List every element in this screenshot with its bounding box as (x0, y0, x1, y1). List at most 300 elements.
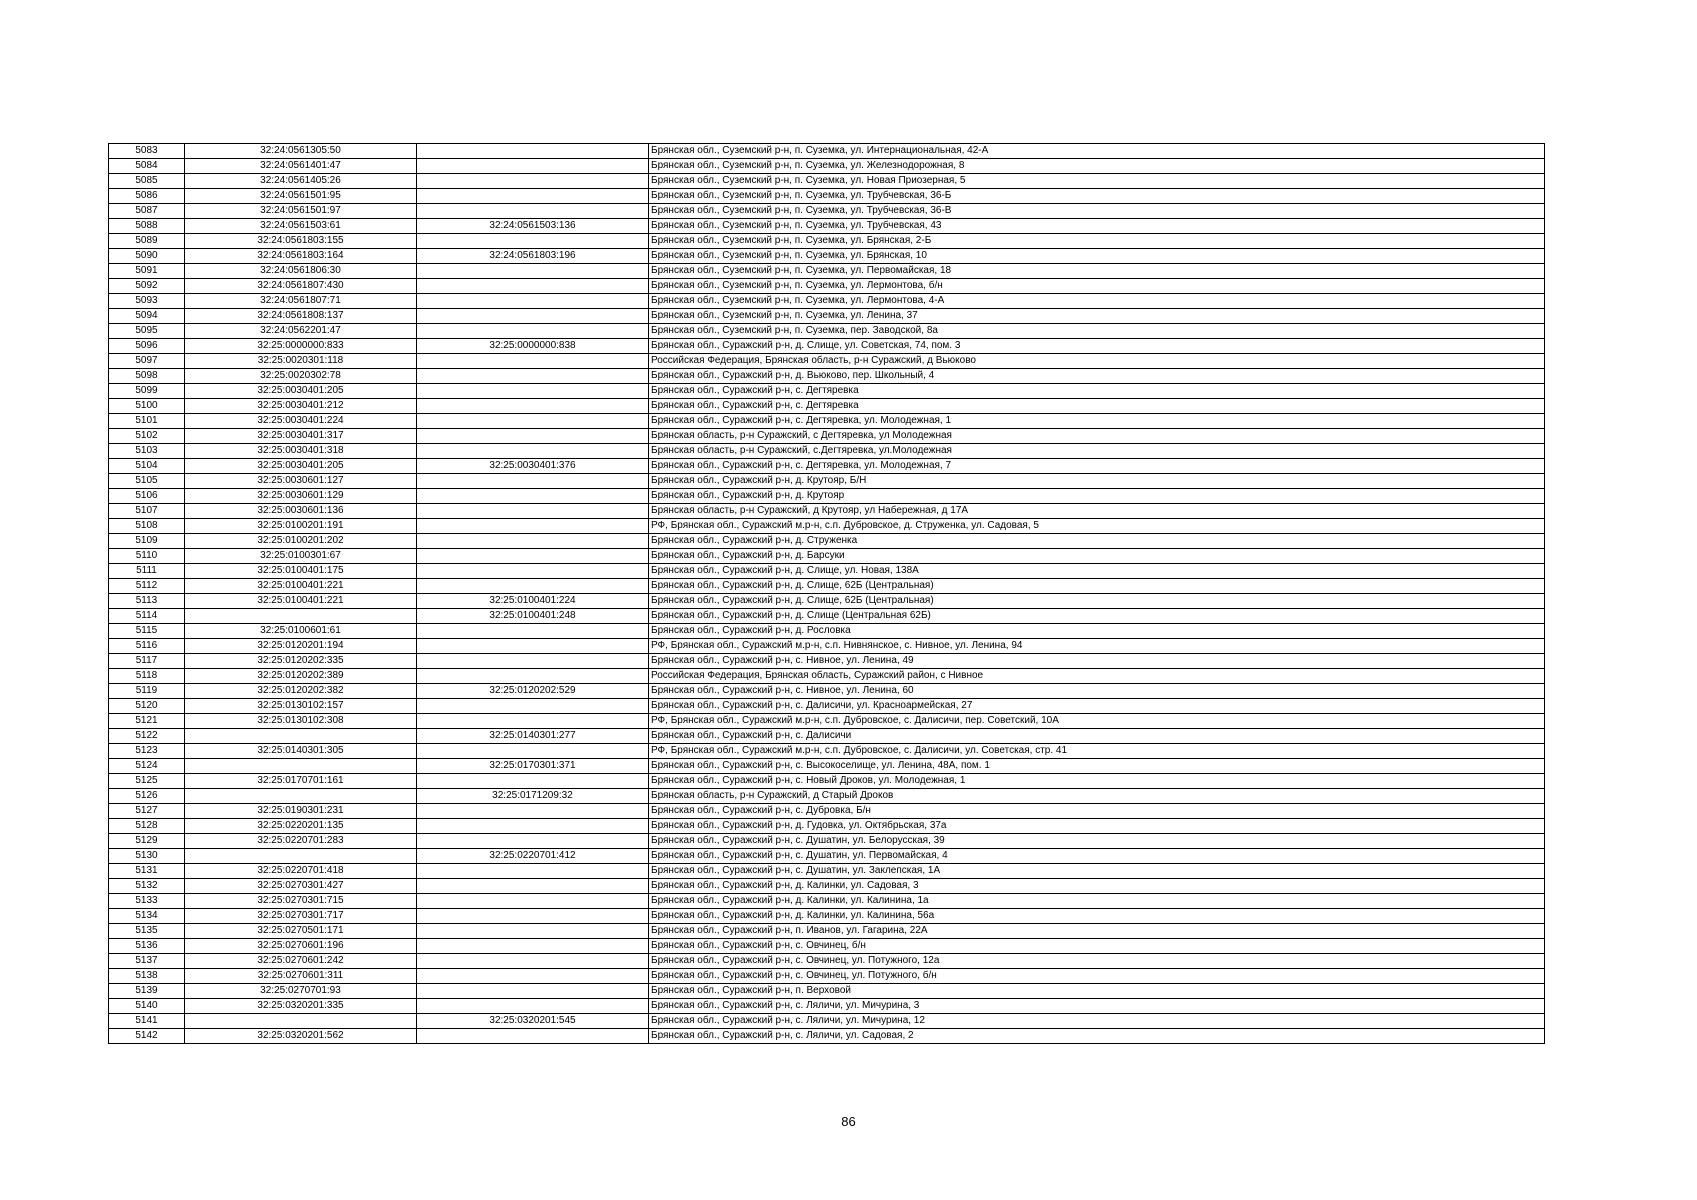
related-cadastral-number-cell: 32:25:0320201:545 (417, 1014, 649, 1029)
cadastral-number-cell: 32:25:0270601:311 (185, 969, 417, 984)
row-number-cell: 5101 (109, 414, 185, 429)
table-row (109, 819, 1545, 834)
row-number-cell: 5114 (109, 609, 185, 624)
related-cadastral-number-cell: 32:25:0030401:376 (417, 459, 649, 474)
row-number-cell: 5100 (109, 399, 185, 414)
table-row (109, 429, 1545, 444)
cadastral-number-cell: 32:25:0120201:194 (185, 639, 417, 654)
address-cell: Брянская обл., Суражский р-н, д. Калинки, ул. Калинина, 56а (649, 909, 1545, 924)
cadastral-number-cell: 32:25:0270601:242 (185, 954, 417, 969)
address-cell: Брянская обл., Суражский р-н, д. Калинки, ул. Садовая, 3 (649, 879, 1545, 894)
related-cadastral-number-cell (417, 774, 649, 789)
address-cell: Брянская обл., Суражский р-н, с. Душатин, ул. Заклепская, 1А (649, 864, 1545, 879)
row-number-cell: 5135 (109, 924, 185, 939)
related-cadastral-number-cell (417, 444, 649, 459)
table-row (109, 924, 1545, 939)
address-cell: Брянская обл., Суражский р-н, д. Барсуки (649, 549, 1545, 564)
address-cell: Брянская обл., Суражский р-н, с. Душатин, ул. Белорусская, 39 (649, 834, 1545, 849)
table-row (109, 324, 1545, 339)
table-row (109, 714, 1545, 729)
row-number-cell: 5133 (109, 894, 185, 909)
row-number-cell: 5121 (109, 714, 185, 729)
table-row (109, 894, 1545, 909)
row-number-cell: 5117 (109, 654, 185, 669)
cadastral-number-cell: 32:25:0030401:205 (185, 384, 417, 399)
table-row (109, 384, 1545, 399)
address-cell: Брянская обл., Суземский р-н, п. Суземка, ул. Новая Приозерная, 5 (649, 174, 1545, 189)
address-cell: Брянская обл., Суражский р-н, д. Струженка (649, 534, 1545, 549)
address-cell: Брянская обл., Суражский р-н, с. Далисичи (649, 729, 1545, 744)
related-cadastral-number-cell (417, 429, 649, 444)
row-number-cell: 5097 (109, 354, 185, 369)
table-row (109, 459, 1545, 474)
cadastral-number-cell (185, 789, 417, 804)
cadastral-number-cell: 32:25:0170701:161 (185, 774, 417, 789)
row-number-cell: 5131 (109, 864, 185, 879)
related-cadastral-number-cell (417, 669, 649, 684)
related-cadastral-number-cell (417, 894, 649, 909)
table-row (109, 939, 1545, 954)
address-cell: Брянская обл., Суземский р-н, п. Суземка, ул. Первомайская, 18 (649, 264, 1545, 279)
cadastral-number-cell: 32:24:0561807:71 (185, 294, 417, 309)
table-row (109, 759, 1545, 774)
table-row (109, 684, 1545, 699)
row-number-cell: 5111 (109, 564, 185, 579)
table-row (109, 594, 1545, 609)
cadastral-number-cell: 32:25:0220701:283 (185, 834, 417, 849)
cadastral-number-cell: 32:25:0020302:78 (185, 369, 417, 384)
table-row (109, 369, 1545, 384)
cadastral-number-cell: 32:25:0100401:221 (185, 594, 417, 609)
address-cell: Брянская область, р-н Суражский, с Дегтяревка, ул Молодежная (649, 429, 1545, 444)
address-cell: Брянская обл., Суражский р-н, д. Слище, 62Б (Центральная) (649, 579, 1545, 594)
row-number-cell: 5138 (109, 969, 185, 984)
table-row (109, 249, 1545, 264)
related-cadastral-number-cell: 32:25:0140301:277 (417, 729, 649, 744)
table-row (109, 789, 1545, 804)
cadastral-number-cell: 32:24:0561401:47 (185, 159, 417, 174)
address-cell: Брянская обл., Суземский р-н, п. Суземка, ул. Лермонтова, б/н (649, 279, 1545, 294)
table-row (109, 354, 1545, 369)
related-cadastral-number-cell (417, 519, 649, 534)
cadastral-number-cell: 32:25:0270301:715 (185, 894, 417, 909)
register-table (108, 143, 1545, 1044)
address-cell: Брянская область, р-н Суражский, д Старый Дроков (649, 789, 1545, 804)
address-cell: Брянская обл., Суземский р-н, п. Суземка, ул. Трубчевская, 36-В (649, 204, 1545, 219)
address-cell: РФ, Брянская обл., Суражский м.р-н, с.п. Нивнянское, с. Нивное, ул. Ленина, 94 (649, 639, 1545, 654)
cadastral-number-cell: 32:25:0130102:157 (185, 699, 417, 714)
related-cadastral-number-cell (417, 474, 649, 489)
related-cadastral-number-cell (417, 489, 649, 504)
related-cadastral-number-cell (417, 624, 649, 639)
address-cell: Брянская обл., Суражский р-н, с. Нивное, ул. Ленина, 60 (649, 684, 1545, 699)
row-number-cell: 5096 (109, 339, 185, 354)
row-number-cell: 5091 (109, 264, 185, 279)
cadastral-number-cell: 32:25:0020301:118 (185, 354, 417, 369)
table-row (109, 984, 1545, 999)
related-cadastral-number-cell (417, 909, 649, 924)
related-cadastral-number-cell (417, 384, 649, 399)
cadastral-number-cell: 32:25:0140301:305 (185, 744, 417, 759)
cadastral-number-cell: 32:24:0561501:95 (185, 189, 417, 204)
related-cadastral-number-cell (417, 939, 649, 954)
row-number-cell: 5113 (109, 594, 185, 609)
cadastral-number-cell: 32:25:0270501:171 (185, 924, 417, 939)
table-row (109, 549, 1545, 564)
related-cadastral-number-cell (417, 744, 649, 759)
row-number-cell: 5106 (109, 489, 185, 504)
cadastral-number-cell: 32:25:0320201:562 (185, 1029, 417, 1044)
row-number-cell: 5132 (109, 879, 185, 894)
address-cell: Брянская обл., Суземский р-н, п. Суземка, ул. Брянская, 10 (649, 249, 1545, 264)
cadastral-number-cell: 32:25:0030401:205 (185, 459, 417, 474)
table-row (109, 564, 1545, 579)
address-cell: Брянская обл., Суражский р-н, с. Далисичи, ул. Красноармейская, 27 (649, 699, 1545, 714)
related-cadastral-number-cell (417, 294, 649, 309)
cadastral-number-cell: 32:25:0100201:202 (185, 534, 417, 549)
address-cell: Брянская обл., Суземский р-н, п. Суземка, ул. Трубчевская, 43 (649, 219, 1545, 234)
related-cadastral-number-cell (417, 654, 649, 669)
related-cadastral-number-cell (417, 804, 649, 819)
cadastral-number-cell: 32:25:0030601:129 (185, 489, 417, 504)
cadastral-number-cell (185, 609, 417, 624)
cadastral-number-cell: 32:24:0561803:164 (185, 249, 417, 264)
related-cadastral-number-cell (417, 864, 649, 879)
address-cell: Брянская обл., Суражский р-н, с. Душатин, ул. Первомайская, 4 (649, 849, 1545, 864)
address-cell: Брянская обл., Суражский р-н, с. Дегтяревка (649, 399, 1545, 414)
cadastral-number-cell: 32:25:0030401:318 (185, 444, 417, 459)
table-row (109, 954, 1545, 969)
address-cell: Брянская обл., Суражский р-н, д. Слище, 62Б (Центральная) (649, 594, 1545, 609)
row-number-cell: 5120 (109, 699, 185, 714)
table-row (109, 774, 1545, 789)
address-cell: Брянская обл., Суражский р-н, с. Дегтяревка, ул. Молодежная, 1 (649, 414, 1545, 429)
related-cadastral-number-cell (417, 504, 649, 519)
cadastral-number-cell: 32:25:0100601:61 (185, 624, 417, 639)
address-cell: Брянская обл., Суземский р-н, п. Суземка, ул. Брянская, 2-Б (649, 234, 1545, 249)
table-row (109, 234, 1545, 249)
table-row (109, 219, 1545, 234)
related-cadastral-number-cell: 32:25:0170301:371 (417, 759, 649, 774)
related-cadastral-number-cell (417, 834, 649, 849)
row-number-cell: 5130 (109, 849, 185, 864)
address-cell: Брянская обл., Суземский р-н, п. Суземка, пер. Заводской, 8а (649, 324, 1545, 339)
cadastral-number-cell: 32:25:0030601:127 (185, 474, 417, 489)
table-row (109, 309, 1545, 324)
table-row (109, 264, 1545, 279)
address-cell: Брянская обл., Суражский р-н, с. Новый Дроков, ул. Молодежная, 1 (649, 774, 1545, 789)
related-cadastral-number-cell (417, 1029, 649, 1044)
table-row (109, 534, 1545, 549)
table-row (109, 849, 1545, 864)
cadastral-number-cell: 32:24:0561807:430 (185, 279, 417, 294)
cadastral-number-cell (185, 849, 417, 864)
row-number-cell: 5128 (109, 819, 185, 834)
cadastral-number-cell: 32:25:0270601:196 (185, 939, 417, 954)
address-cell: Брянская обл., Суражский р-н, д. Крутояр, Б/Н (649, 474, 1545, 489)
cadastral-number-cell: 32:25:0120202:335 (185, 654, 417, 669)
table-row (109, 879, 1545, 894)
address-cell: Брянская обл., Суражский р-н, д. Крутояр (649, 489, 1545, 504)
row-number-cell: 5139 (109, 984, 185, 999)
table-row (109, 999, 1545, 1014)
related-cadastral-number-cell: 32:25:0000000:838 (417, 339, 649, 354)
related-cadastral-number-cell: 32:25:0120202:529 (417, 684, 649, 699)
cadastral-number-cell: 32:24:0561803:155 (185, 234, 417, 249)
row-number-cell: 5083 (109, 144, 185, 159)
table-row (109, 909, 1545, 924)
address-cell: Брянская обл., Суземский р-н, п. Суземка, ул. Трубчевская, 36-Б (649, 189, 1545, 204)
address-cell: Брянская обл., Суземский р-н, п. Суземка, ул. Железнодорожная, 8 (649, 159, 1545, 174)
cadastral-number-cell: 32:25:0100301:67 (185, 549, 417, 564)
address-cell: Брянская обл., Суражский р-н, с. Высокоселище, ул. Ленина, 48А, пом. 1 (649, 759, 1545, 774)
related-cadastral-number-cell: 32:25:0100401:248 (417, 609, 649, 624)
table-row (109, 744, 1545, 759)
address-cell: Брянская обл., Суражский р-н, д. Слище (Центральная 62Б) (649, 609, 1545, 624)
row-number-cell: 5125 (109, 774, 185, 789)
table-row (109, 804, 1545, 819)
row-number-cell: 5103 (109, 444, 185, 459)
related-cadastral-number-cell: 32:25:0171209:32 (417, 789, 649, 804)
table-row (109, 1029, 1545, 1044)
row-number-cell: 5115 (109, 624, 185, 639)
address-cell: Брянская область, р-н Суражский, с.Дегтяревка, ул.Молодежная (649, 444, 1545, 459)
row-number-cell: 5093 (109, 294, 185, 309)
table-row (109, 294, 1545, 309)
related-cadastral-number-cell (417, 954, 649, 969)
row-number-cell: 5094 (109, 309, 185, 324)
row-number-cell: 5095 (109, 324, 185, 339)
address-cell: Брянская обл., Суражский р-н, д. Слище, ул. Советская, 74, пом. 3 (649, 339, 1545, 354)
table-row (109, 159, 1545, 174)
related-cadastral-number-cell (417, 699, 649, 714)
table-row (109, 489, 1545, 504)
address-cell: Брянская область, р-н Суражский, д Крутояр, ул Набережная, д 17А (649, 504, 1545, 519)
address-cell: Брянская обл., Суражский р-н, с. Дубровка, Б/н (649, 804, 1545, 819)
cadastral-number-cell: 32:25:0100401:221 (185, 579, 417, 594)
table-row (109, 639, 1545, 654)
row-number-cell: 5110 (109, 549, 185, 564)
row-number-cell: 5137 (109, 954, 185, 969)
address-cell: Брянская обл., Суражский р-н, п. Верховой (649, 984, 1545, 999)
related-cadastral-number-cell (417, 534, 649, 549)
address-cell: Брянская обл., Суражский р-н, д. Слище, ул. Новая, 138А (649, 564, 1545, 579)
related-cadastral-number-cell (417, 324, 649, 339)
table-row (109, 609, 1545, 624)
cadastral-number-cell: 32:25:0120202:389 (185, 669, 417, 684)
related-cadastral-number-cell (417, 564, 649, 579)
related-cadastral-number-cell (417, 999, 649, 1014)
row-number-cell: 5129 (109, 834, 185, 849)
cadastral-number-cell: 32:25:0100201:191 (185, 519, 417, 534)
row-number-cell: 5098 (109, 369, 185, 384)
row-number-cell: 5104 (109, 459, 185, 474)
address-cell: Брянская обл., Суражский р-н, с. Дегтяревка, ул. Молодежная, 7 (649, 459, 1545, 474)
table-row (109, 204, 1545, 219)
cadastral-number-cell: 32:24:0561405:26 (185, 174, 417, 189)
row-number-cell: 5119 (109, 684, 185, 699)
related-cadastral-number-cell (417, 924, 649, 939)
related-cadastral-number-cell (417, 279, 649, 294)
row-number-cell: 5124 (109, 759, 185, 774)
cadastral-number-cell: 32:24:0561808:137 (185, 309, 417, 324)
table-row (109, 189, 1545, 204)
cadastral-number-cell: 32:24:0562201:47 (185, 324, 417, 339)
row-number-cell: 5086 (109, 189, 185, 204)
row-number-cell: 5126 (109, 789, 185, 804)
related-cadastral-number-cell (417, 399, 649, 414)
table-row (109, 654, 1545, 669)
row-number-cell: 5118 (109, 669, 185, 684)
table-row (109, 519, 1545, 534)
row-number-cell: 5107 (109, 504, 185, 519)
related-cadastral-number-cell (417, 354, 649, 369)
row-number-cell: 5099 (109, 384, 185, 399)
row-number-cell: 5141 (109, 1014, 185, 1029)
cadastral-number-cell: 32:25:0000000:833 (185, 339, 417, 354)
related-cadastral-number-cell (417, 819, 649, 834)
table-row (109, 174, 1545, 189)
address-cell: Российская Федерация, Брянская область, Суражский район, с Нивное (649, 669, 1545, 684)
row-number-cell: 5105 (109, 474, 185, 489)
related-cadastral-number-cell (417, 309, 649, 324)
table-row (109, 399, 1545, 414)
row-number-cell: 5140 (109, 999, 185, 1014)
row-number-cell: 5127 (109, 804, 185, 819)
cadastral-number-cell: 32:25:0220201:135 (185, 819, 417, 834)
related-cadastral-number-cell (417, 144, 649, 159)
row-number-cell: 5112 (109, 579, 185, 594)
row-number-cell: 5088 (109, 219, 185, 234)
table-row (109, 279, 1545, 294)
table-row (109, 969, 1545, 984)
related-cadastral-number-cell (417, 234, 649, 249)
address-cell: Брянская обл., Суражский р-н, д. Калинки, ул. Калинина, 1а (649, 894, 1545, 909)
related-cadastral-number-cell (417, 639, 649, 654)
table-row (109, 474, 1545, 489)
cadastral-number-cell: 32:25:0130102:308 (185, 714, 417, 729)
register-table-body (109, 144, 1545, 1044)
related-cadastral-number-cell: 32:25:0220701:412 (417, 849, 649, 864)
related-cadastral-number-cell (417, 369, 649, 384)
row-number-cell: 5108 (109, 519, 185, 534)
row-number-cell: 5123 (109, 744, 185, 759)
cadastral-number-cell: 32:25:0270301:427 (185, 879, 417, 894)
related-cadastral-number-cell: 32:24:0561503:136 (417, 219, 649, 234)
table-row (109, 864, 1545, 879)
cadastral-number-cell: 32:25:0320201:335 (185, 999, 417, 1014)
related-cadastral-number-cell: 32:24:0561803:196 (417, 249, 649, 264)
row-number-cell: 5122 (109, 729, 185, 744)
row-number-cell: 5092 (109, 279, 185, 294)
address-cell: Брянская обл., Суражский р-н, с. Овчинец, б/н (649, 939, 1545, 954)
cadastral-number-cell: 32:25:0270701:93 (185, 984, 417, 999)
cadastral-number-cell: 32:24:0561501:97 (185, 204, 417, 219)
cadastral-number-cell (185, 1014, 417, 1029)
row-number-cell: 5090 (109, 249, 185, 264)
row-number-cell: 5134 (109, 909, 185, 924)
related-cadastral-number-cell (417, 204, 649, 219)
row-number-cell: 5087 (109, 204, 185, 219)
address-cell: Брянская обл., Суражский р-н, с. Нивное, ул. Ленина, 49 (649, 654, 1545, 669)
related-cadastral-number-cell (417, 969, 649, 984)
address-cell: РФ, Брянская обл., Суражский м.р-н, с.п. Дубровское, с. Далисичи, ул. Советская, стр. 41 (649, 744, 1545, 759)
related-cadastral-number-cell (417, 549, 649, 564)
table-row (109, 579, 1545, 594)
address-cell: Брянская обл., Суражский р-н, п. Иванов, ул. Гагарина, 22А (649, 924, 1545, 939)
related-cadastral-number-cell (417, 579, 649, 594)
table-row (109, 729, 1545, 744)
table-row (109, 699, 1545, 714)
cadastral-number-cell: 32:25:0030401:317 (185, 429, 417, 444)
row-number-cell: 5109 (109, 534, 185, 549)
cadastral-number-cell: 32:25:0220701:418 (185, 864, 417, 879)
related-cadastral-number-cell (417, 714, 649, 729)
cadastral-number-cell (185, 759, 417, 774)
related-cadastral-number-cell (417, 189, 649, 204)
row-number-cell: 5085 (109, 174, 185, 189)
related-cadastral-number-cell: 32:25:0100401:224 (417, 594, 649, 609)
cadastral-number-cell: 32:24:0561806:30 (185, 264, 417, 279)
cadastral-number-cell: 32:25:0030401:212 (185, 399, 417, 414)
related-cadastral-number-cell (417, 264, 649, 279)
address-cell: Брянская обл., Суражский р-н, с. Ляличи, ул. Мичурина, 3 (649, 999, 1545, 1014)
address-cell: РФ, Брянская обл., Суражский м.р-н, с.п. Дубровское, д. Струженка, ул. Садовая, 5 (649, 519, 1545, 534)
cadastral-number-cell: 32:25:0100401:175 (185, 564, 417, 579)
related-cadastral-number-cell (417, 159, 649, 174)
table-row (109, 624, 1545, 639)
address-cell: Брянская обл., Суземский р-н, п. Суземка, ул. Интернациональная, 42-А (649, 144, 1545, 159)
related-cadastral-number-cell (417, 174, 649, 189)
related-cadastral-number-cell (417, 879, 649, 894)
row-number-cell: 5089 (109, 234, 185, 249)
address-cell: Брянская обл., Суражский р-н, с. Овчинец, ул. Потужного, 12а (649, 954, 1545, 969)
table-row (109, 504, 1545, 519)
cadastral-number-cell: 32:25:0030601:136 (185, 504, 417, 519)
cadastral-number-cell: 32:25:0270301:717 (185, 909, 417, 924)
address-cell: Брянская обл., Суражский р-н, д. Гудовка, ул. Октябрьская, 37а (649, 819, 1545, 834)
cadastral-number-cell: 32:25:0190301:231 (185, 804, 417, 819)
address-cell: Брянская обл., Суражский р-н, с. Овчинец, ул. Потужного, б/н (649, 969, 1545, 984)
address-cell: Брянская обл., Суражский р-н, с. Дегтяревка (649, 384, 1545, 399)
address-cell: Брянская обл., Суземский р-н, п. Суземка, ул. Ленина, 37 (649, 309, 1545, 324)
table-row (109, 144, 1545, 159)
address-cell: Российская Федерация, Брянская область, р-н Суражский, д Вьюково (649, 354, 1545, 369)
address-cell: Брянская обл., Суражский р-н, д. Вьюково, пер. Школьный, 4 (649, 369, 1545, 384)
row-number-cell: 5084 (109, 159, 185, 174)
table-row (109, 669, 1545, 684)
address-cell: Брянская обл., Суражский р-н, д. Рословка (649, 624, 1545, 639)
address-cell: РФ, Брянская обл., Суражский м.р-н, с.п. Дубровское, с. Далисичи, пер. Советский, 10А (649, 714, 1545, 729)
row-number-cell: 5116 (109, 639, 185, 654)
row-number-cell: 5142 (109, 1029, 185, 1044)
related-cadastral-number-cell (417, 984, 649, 999)
table-row (109, 339, 1545, 354)
cadastral-number-cell: 32:25:0120202:382 (185, 684, 417, 699)
cadastral-number-cell: 32:24:0561503:61 (185, 219, 417, 234)
row-number-cell: 5102 (109, 429, 185, 444)
table-row (109, 1014, 1545, 1029)
address-cell: Брянская обл., Суражский р-н, с. Ляличи, ул. Садовая, 2 (649, 1029, 1545, 1044)
page-number: 86 (841, 1114, 856, 1129)
table-row (109, 414, 1545, 429)
related-cadastral-number-cell (417, 414, 649, 429)
cadastral-number-cell: 32:24:0561305:50 (185, 144, 417, 159)
table-row (109, 444, 1545, 459)
address-cell: Брянская обл., Суземский р-н, п. Суземка, ул. Лермонтова, 4-А (649, 294, 1545, 309)
row-number-cell: 5136 (109, 939, 185, 954)
table-row (109, 834, 1545, 849)
